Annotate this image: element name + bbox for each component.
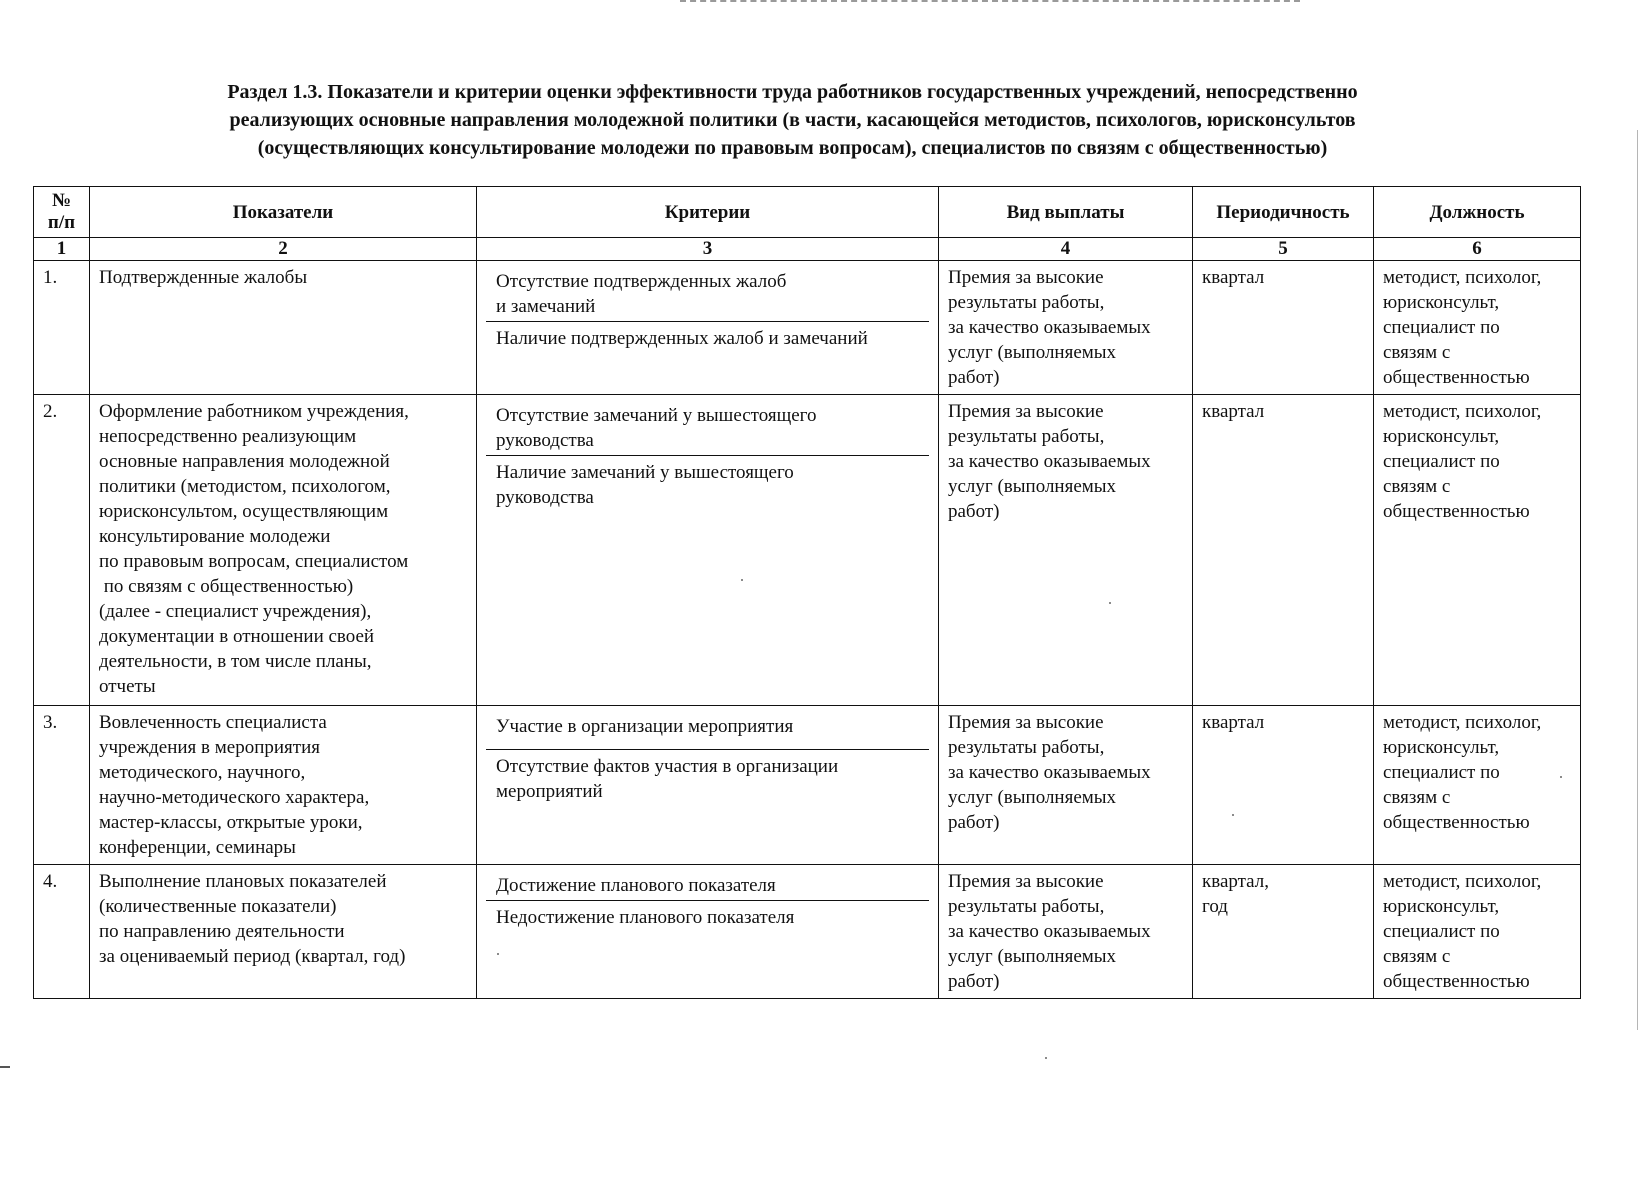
position-cell: методист, психолог, юрисконсульт, специалист по связям с общественностью bbox=[1374, 706, 1581, 865]
criterion-negative: Наличие подтвержденных жалоб и замечаний bbox=[486, 321, 929, 353]
scan-speck bbox=[497, 953, 499, 955]
section-title bbox=[120, 78, 1465, 162]
row-number: 2. bbox=[34, 395, 90, 706]
payment-cell: Премия за высокие результаты работы, за качество оказываемых услуг (выполняемых работ) bbox=[939, 865, 1193, 999]
criteria-table bbox=[33, 186, 1581, 999]
payment-cell: Премия за высокие результаты работы, за качество оказываемых услуг (выполняемых работ) bbox=[939, 395, 1193, 706]
header-row bbox=[34, 187, 1581, 238]
section-title-line-1: Раздел 1.3. Показатели и критерии оценки эффективности труда работников государственных учреждений, непосредственно bbox=[227, 81, 1358, 103]
criteria-cell bbox=[477, 261, 939, 395]
scan-edge-right bbox=[1637, 130, 1638, 1030]
indicator-cell: Выполнение плановых показателей (количественные показатели) по направлению деятельности за оцениваемый период (квартал, год) bbox=[90, 865, 477, 999]
table-row bbox=[34, 395, 1581, 706]
column-number-row bbox=[34, 238, 1581, 261]
indicator-cell: Подтвержденные жалобы bbox=[90, 261, 477, 395]
position-cell: методист, психолог, юрисконсульт, специалист по связям с общественностью bbox=[1374, 261, 1581, 395]
column-number: 3 bbox=[477, 238, 939, 261]
scan-speck bbox=[1109, 602, 1111, 604]
criterion-negative: Отсутствие фактов участия в организации мероприятий bbox=[486, 749, 929, 806]
row-number: 4. bbox=[34, 865, 90, 999]
header-position: Должность bbox=[1374, 187, 1581, 238]
periodicity-cell: квартал bbox=[1193, 395, 1374, 706]
row-number: 3. bbox=[34, 706, 90, 865]
table-row bbox=[34, 261, 1581, 395]
payment-cell: Премия за высокие результаты работы, за качество оказываемых услуг (выполняемых работ) bbox=[939, 706, 1193, 865]
header-periodicity: Периодичность bbox=[1193, 187, 1374, 238]
scan-mark-left bbox=[0, 1066, 10, 1068]
criterion-negative: Недостижение планового показателя bbox=[486, 900, 929, 932]
scan-speck bbox=[1560, 776, 1562, 778]
table-row bbox=[34, 865, 1581, 999]
header-payment-type: Вид выплаты bbox=[939, 187, 1193, 238]
payment-cell: Премия за высокие результаты работы, за качество оказываемых услуг (выполняемых работ) bbox=[939, 261, 1193, 395]
column-number: 4 bbox=[939, 238, 1193, 261]
column-number: 5 bbox=[1193, 238, 1374, 261]
header-criteria: Критерии bbox=[477, 187, 939, 238]
criteria-cell bbox=[477, 395, 939, 706]
column-number: 1 bbox=[34, 238, 90, 261]
criterion-positive: Достижение планового показателя bbox=[496, 875, 776, 896]
criteria-cell bbox=[477, 865, 939, 999]
indicator-cell: Оформление работником учреждения, непосредственно реализующим основные направления молодежной политики (методистом, психологом, юрисконсультом, осуществляющим консультирование молодежи по правовым вопросам, специалистом по связям с общественностью) (далее - специалист учреждения), документации в отношении своей деятельности, в том числе планы, отчеты bbox=[90, 395, 477, 706]
criteria-cell bbox=[477, 706, 939, 865]
column-number: 2 bbox=[90, 238, 477, 261]
criterion-positive: Отсутствие подтвержденных жалоб и замечаний bbox=[496, 271, 787, 317]
criterion-negative: Наличие замечаний у вышестоящего руководства bbox=[486, 455, 929, 512]
periodicity-cell: квартал, год bbox=[1193, 865, 1374, 999]
header-indicators: Показатели bbox=[90, 187, 477, 238]
header-number: № п/п bbox=[34, 187, 90, 238]
scan-speck bbox=[1045, 1057, 1047, 1059]
scan-speck bbox=[1232, 814, 1234, 816]
section-title-line-2: реализующих основные направления молодежной политики (в части, касающейся методистов, психологов, юрисконсультов bbox=[229, 109, 1356, 131]
scan-edge-top bbox=[680, 0, 1300, 2]
periodicity-cell: квартал bbox=[1193, 706, 1374, 865]
row-number: 1. bbox=[34, 261, 90, 395]
section-title-line-3: (осуществляющих консультирование молодежи по правовым вопросам), специалистов по связям с общественностью) bbox=[257, 137, 1328, 159]
periodicity-cell: квартал bbox=[1193, 261, 1374, 395]
position-cell: методист, психолог, юрисконсульт, специалист по связям с общественностью bbox=[1374, 865, 1581, 999]
position-cell: методист, психолог, юрисконсульт, специалист по связям с общественностью bbox=[1374, 395, 1581, 706]
criterion-positive: Отсутствие замечаний у вышестоящего руководства bbox=[496, 405, 817, 451]
column-number: 6 bbox=[1374, 238, 1581, 261]
criterion-positive: Участие в организации мероприятия bbox=[496, 716, 794, 737]
table-row bbox=[34, 706, 1581, 865]
scan-speck bbox=[741, 579, 743, 581]
indicator-cell: Вовлеченность специалиста учреждения в мероприятия методического, научного, научно-методического характера, мастер-классы, открытые уроки, конференции, семинары bbox=[90, 706, 477, 865]
